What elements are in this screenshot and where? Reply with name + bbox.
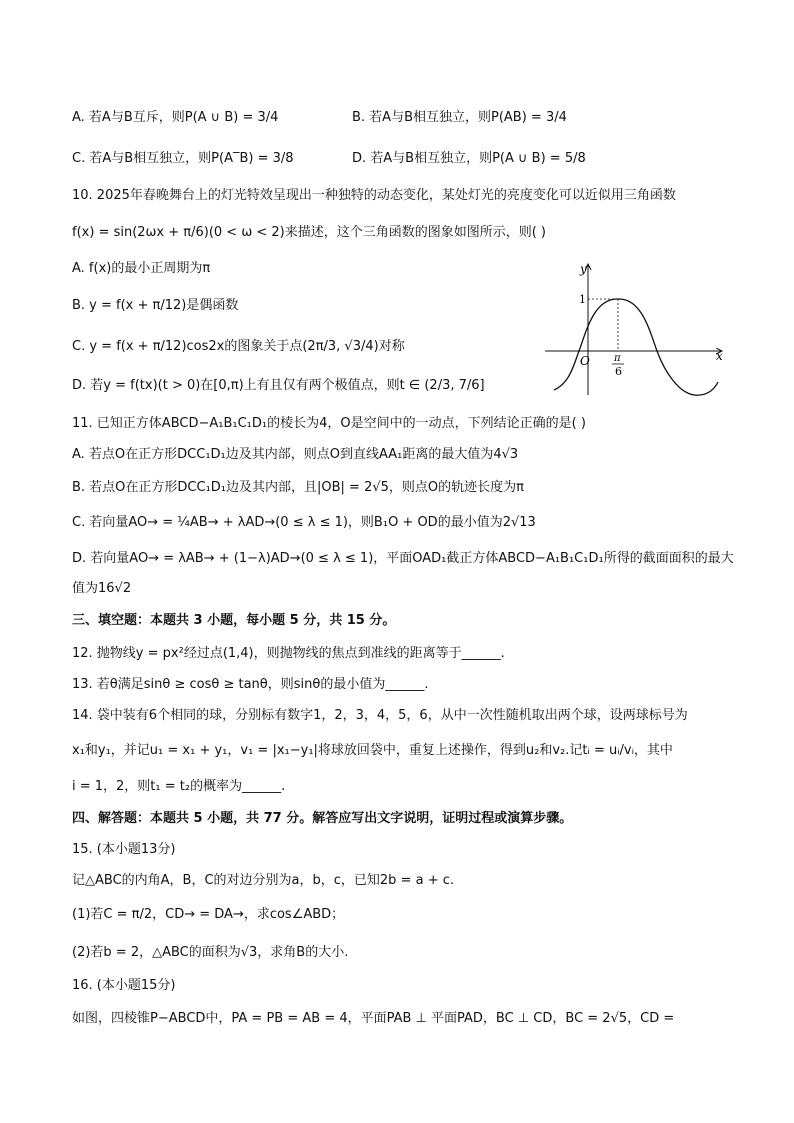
q16-title: 16. (本小题15分) xyxy=(72,978,176,993)
q11-option-d-line1: D. 若向量AO→ = λAB→ + (1−λ)AD→(0 ≤ λ ≤ 1)，平面OAD₁截正方体ABCD−A₁B₁C₁D₁所得的截面面积的最大 xyxy=(72,551,734,566)
q11-stem: 11. 已知正方体ABCD−A₁B₁C₁D₁的棱长为4，O是空间中的一动点，下列结论正确的是( ) xyxy=(72,416,586,431)
q13: 13. 若θ满足sinθ ≥ cosθ ≥ tanθ，则sinθ的最小值为______. xyxy=(72,677,429,692)
q11-option-b: B. 若点O在正方形DCC₁D₁边及其内部，且|OB| = 2√5，则点O的轨迹长度为π xyxy=(72,480,524,495)
q10-option-c: C. y = f(x + π/12)cos2x的图象关于点(2π/3, √3/4)对称 xyxy=(72,339,405,354)
q10-option-a: A. f(x)的最小正周期为π xyxy=(72,261,211,276)
x-axis-label: x xyxy=(716,349,723,363)
q11-option-a: A. 若点O在正方形DCC₁D₁边及其内部，则点O到直线AA₁距离的最大值为4√3 xyxy=(72,447,519,462)
q9-option-a: A. 若A与B互斥，则P(A ∪ B) = 3/4 xyxy=(72,110,279,125)
x-tick-pi: π xyxy=(614,353,621,364)
q15-title: 15. (本小题13分) xyxy=(72,842,176,857)
q11-option-d-line2: 值为16√2 xyxy=(72,581,132,596)
q9-option-d: D. 若A与B相互独立，则P(A ∪ B) = 5/8 xyxy=(352,151,586,166)
q10-stem-line2: f(x) = sin(2ωx + π/6)(0 < ω < 2)来描述，这个三角函数的图象如图所示，则( ) xyxy=(72,225,546,240)
q10-option-d: D. 若y = f(tx)(t > 0)在[0,π)上有且仅有两个极值点，则t ∈ (2/3, 7/6] xyxy=(72,378,485,393)
section-3-heading: 三、填空题：本题共 3 小题，每小题 5 分，共 15 分。 xyxy=(72,613,396,628)
q14-line2: x₁和y₁，并记u₁ = x₁ + y₁，v₁ = |x₁−y₁|将球放回袋中，重复上述操作，得到u₂和v₂.记tᵢ = uᵢ/vᵢ，其中 xyxy=(72,743,673,758)
q15-part1: (1)若C = π/2，CD→ = DA→，求cos∠ABD； xyxy=(72,907,345,922)
y-axis-label: y xyxy=(580,262,587,276)
sine-graph-figure xyxy=(540,258,730,398)
section-4-heading: 四、解答题：本题共 5 小题，共 77 分。解答应写出文字说明，证明过程或演算步骤。 xyxy=(72,811,573,826)
q10-option-b: B. y = f(x + π/12)是偶函数 xyxy=(72,298,239,313)
q15-part2: (2)若b = 2，△ABC的面积为√3，求角B的大小. xyxy=(72,945,349,960)
q15-stem: 记△ABC的内角A，B，C的对边分别为a，b，c，已知2b = a + c. xyxy=(72,873,454,888)
q14-line1: 14. 袋中装有6个相同的球，分别标有数字1，2，3，4，5，6，从中一次性随机取出两个球，设两球标号为 xyxy=(72,708,688,723)
y-tick-one: 1 xyxy=(579,293,586,306)
q14-line3: i = 1，2，则t₁ = t₂的概率为______. xyxy=(72,779,286,794)
sine-curve xyxy=(554,299,718,395)
origin-label: O xyxy=(580,354,590,368)
x-tick-six: 6 xyxy=(615,365,622,378)
q10-stem-line1: 10. 2025年春晚舞台上的灯光特效呈现出一种独特的动态变化，某处灯光的亮度变化可以近似用三角函数 xyxy=(72,188,676,203)
q16-stem: 如图，四棱锥P−ABCD中，PA = PB = AB = 4，平面PAB ⊥ 平面PAD，BC ⊥ CD，BC = 2√5，CD = xyxy=(72,1011,675,1026)
q11-option-c: C. 若向量AO→ = ¼AB→ + λAD→(0 ≤ λ ≤ 1)，则B₁O + OD的最小值为2√13 xyxy=(72,515,536,530)
q9-option-b: B. 若A与B相互独立，则P(AB) = 3/4 xyxy=(352,110,567,125)
q9-option-c: C. 若A与B相互独立，则P(A‾B) = 3/8 xyxy=(72,151,294,166)
q12: 12. 抛物线y = px²经过点(1,4)，则抛物线的焦点到准线的距离等于______. xyxy=(72,646,505,661)
